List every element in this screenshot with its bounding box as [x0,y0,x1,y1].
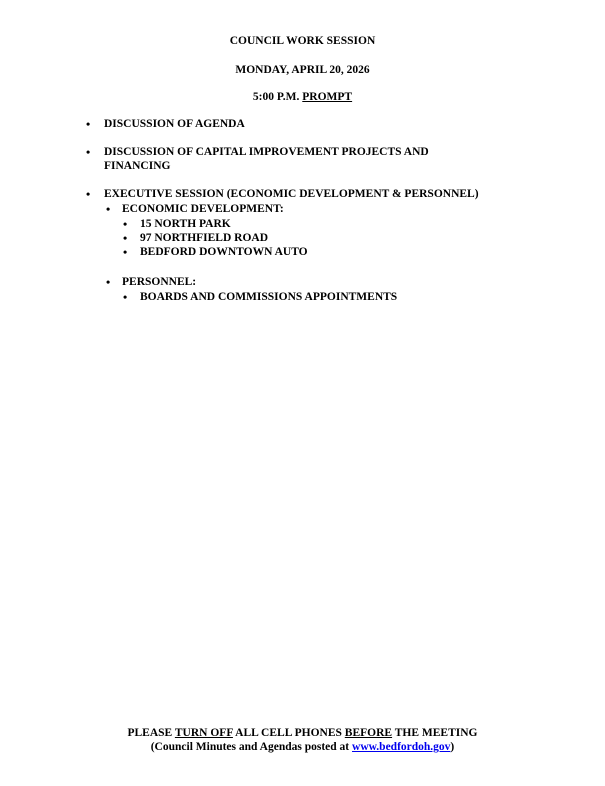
agenda-item-agenda: DISCUSSION OF AGENDA [104,118,245,130]
session-title: COUNCIL WORK SESSION [229,35,376,47]
bullet-icon: • [123,290,128,304]
bullet-icon: • [123,217,128,231]
session-time [0,90,605,104]
footer-text: THE MEETING [392,727,478,739]
footer-text: PLEASE [127,727,175,739]
time-text: 5:00 P.M. [252,91,303,103]
footer-notice [0,726,605,740]
bullet-icon: • [86,145,91,159]
econ-item: 97 NORTHFIELD ROAD [140,232,269,244]
bullet-icon: • [86,117,91,131]
agenda-item-executive-session: EXECUTIVE SESSION (ECONOMIC DEVELOPMENT & PERSONNEL) [104,188,479,200]
footer-text: ALL CELL PHONES [232,727,345,739]
footer-turn-off: TURN OFF [174,727,233,739]
footer-before: BEFORE [344,727,393,739]
subheading-personnel: PERSONNEL: [122,276,197,288]
footer-text: ) [450,741,455,753]
bullet-icon: • [106,202,111,216]
time-prompt: PROMPT [302,91,353,103]
session-date: MONDAY, APRIL 20, 2026 [235,64,370,76]
bullet-icon: • [106,275,111,289]
website-link[interactable]: www.bedfordoh.gov [352,741,451,753]
econ-item: 15 NORTH PARK [140,218,231,230]
subheading-economic-development: ECONOMIC DEVELOPMENT: [122,203,284,215]
personnel-item: BOARDS AND COMMISSIONS APPOINTMENTS [140,291,398,303]
agenda-item-capital-line1: DISCUSSION OF CAPITAL IMPROVEMENT PROJECTS AND [104,146,429,158]
footer-website-line [0,740,605,754]
bullet-icon: • [123,231,128,245]
econ-item: BEDFORD DOWNTOWN AUTO [140,246,308,258]
agenda-item-capital-line2: FINANCING [104,160,171,172]
bullet-icon: • [86,187,91,201]
bullet-icon: • [123,245,128,259]
footer-text: (Council Minutes and Agendas posted at [150,741,353,753]
